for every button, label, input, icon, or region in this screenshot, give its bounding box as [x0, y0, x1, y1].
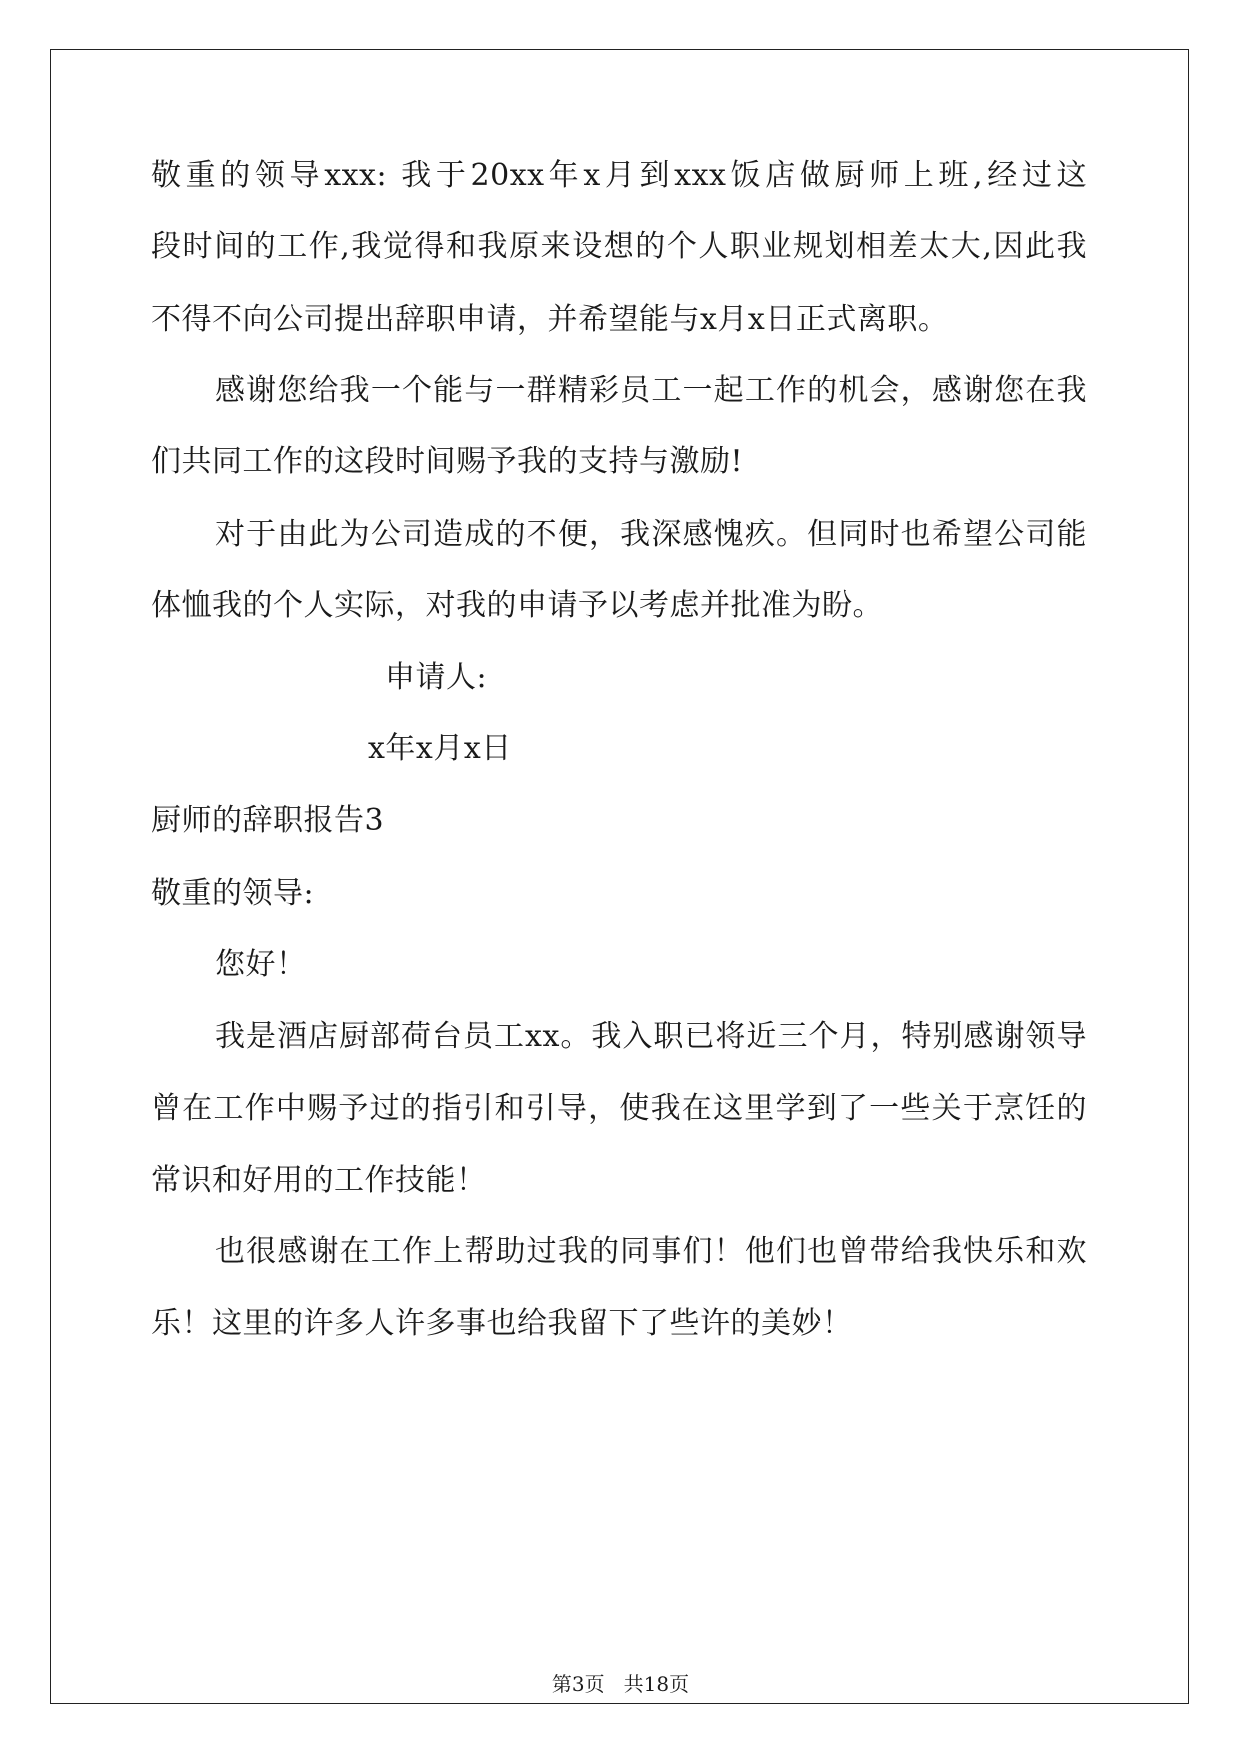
greeting: 您好！ [215, 947, 307, 982]
paragraph-line: 不得不向公司提出辞职申请，并希望能与x月x日正式离职。 [151, 302, 949, 337]
paragraph-line: 们共同工作的这段时间赐予我的支持与激励! [151, 444, 744, 479]
date-line: x年x月x日 [368, 731, 512, 766]
applicant-label: 申请人: [385, 660, 488, 695]
paragraph-line: 曾在工作中赐予过的指引和引导，使我在这里学到了一些关于烹饪的 [151, 1091, 1087, 1126]
paragraph-line: 体恤我的个人实际，对我的申请予以考虑并批准为盼。 [151, 588, 883, 623]
paragraph-line: 感谢您给我一个能与一群精彩员工一起工作的机会，感谢您在我 [215, 373, 1087, 408]
paragraph-line: 敬重的领导xxx: 我于20xx年x月到xxx饭店做厨师上班,经过这 [151, 158, 1087, 193]
paragraph-line: 我是酒店厨部荷台员工xx。我入职已将近三个月，特别感谢领导 [215, 1019, 1087, 1054]
paragraph-line: 也很感谢在工作上帮助过我的同事们！他们也曾带给我快乐和欢 [215, 1234, 1087, 1269]
paragraph-line: 乐！这里的许多人许多事也给我留下了些许的美妙！ [151, 1306, 853, 1341]
paragraph-line: 段时间的工作,我觉得和我原来设想的个人职业规划相差太大,因此我 [151, 229, 1087, 264]
salutation: 敬重的领导: [151, 876, 315, 911]
paragraph-line: 常识和好用的工作技能！ [151, 1163, 487, 1198]
page-footer: 第3页 共18页 [551, 1672, 690, 1696]
section-title: 厨师的辞职报告3 [151, 803, 385, 838]
paragraph-line: 对于由此为公司造成的不便，我深感愧疚。但同时也希望公司能 [215, 517, 1087, 552]
